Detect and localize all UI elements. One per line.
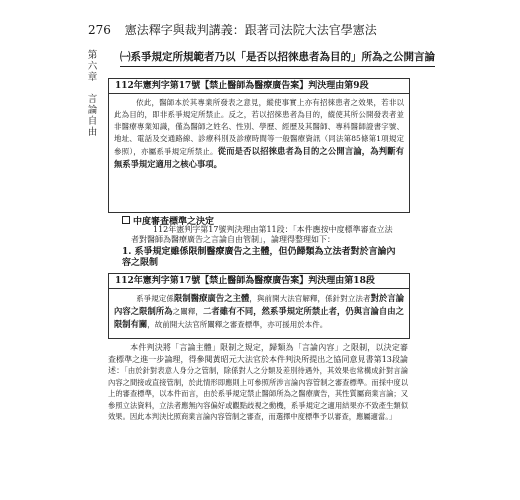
excerpt-box-2-title: 112年憲判字第17號【禁止醫師為醫療廣告案】判決理由第18段 xyxy=(109,274,409,289)
chapter-side-tab xyxy=(86,50,99,138)
section-heading: ㈠系爭規定所規範者乃以「是否以招徠患者為目的」所為之公開言論 xyxy=(120,49,435,67)
closing-paragraph xyxy=(108,342,408,423)
excerpt-box-1-body xyxy=(109,94,409,175)
subsection-intro: 112年憲判字第17號判決理由第11段：「本件應按中度標準審查立法者對醫師為醫療廣告之言論自由管制」，論理得整理如下： xyxy=(131,225,393,244)
excerpt-box-2-body: 系爭規定係限制醫療廣告之主體，與前開大法官解釋，係針對立法者對於言論內容之限制所為之闡釋，二者雖有不同，然系爭規定所禁止者，仍與言論自由之限制有關，故前開大法官所闡釋之審查標準，亦可援用於本件。 xyxy=(114,293,404,329)
excerpt-box-1 xyxy=(108,78,410,213)
side-tab-topic: 言論自由 xyxy=(87,94,98,138)
emphasis-related-to-speech: 二者雖有不同，然系爭規定所禁止者，仍與言論自由之限制有關 xyxy=(114,306,404,329)
emphasis-subject-restriction: 限制醫療廣告之主體 xyxy=(173,293,250,303)
side-tab-chapter: 第六章 xyxy=(87,50,98,83)
closing-paragraph-text: 本件判決將「言論主體」限制之規定，歸類為「言論內容」之限制，以決定審查標準之進一步論理，得參閱黃昭元大法官於本件判決所提出之協同意見書第13段論述： xyxy=(108,343,408,375)
page-number: 276 xyxy=(88,23,111,37)
book-title: 憲法釋字與裁判講義：跟著司法院大法官學憲法 xyxy=(124,23,377,37)
emphasis-content-restriction: 對於言論內容之限制所為 xyxy=(114,293,404,316)
excerpt-box-1-text: 依此，醫師本於其專業所發表之意見，縱使事實上亦有招徠患者之效果，若非以此為目的，即非系爭規定所禁止。反之，若以招徠患者為目的，縱使其所公開發表者並非醫療專業知識，僅為醫師之姓名、性別、學歷、經歷及其醫師、專科醫師證書字號、地址、電話及交通路線、診療科別及診療時間等一般醫療資訊（同法第85條第1項規定參照），亦屬系爭規定所禁止。 xyxy=(114,98,404,156)
square-bullet-icon xyxy=(122,216,130,224)
concurring-opinion-quote: 「由於針對表意人身分之管制，除係對人之分類及差別待遇外，其效果也常構成針對言論內容之間接或直接管制，於此情形即應則上可參照所涉言論內容管制之審查標準。而採中度以上的審查標準，以本件而言，由於系爭規定禁止醫師所為之醫療廣告，其性質屬商業言論；又參照立法資料，立法者應無內容偏好或觀點歧視之動機，系爭規定之適用結果亦不致產生類似效果。因此本判決比照商業言論內容管制之審查，而選擇中度標準予以審查，應屬適當。」 xyxy=(108,366,408,421)
running-header xyxy=(88,21,448,38)
excerpt-box-1-emphasis: 從而是否以招徠患者為目的之公開言論，為判斷有無系爭規定適用之核心事項。 xyxy=(114,146,404,169)
point-1-heading: 1. 系爭規定雖係限制醫療廣告之主體，但仍歸類為立法者對於言論內容之限制 xyxy=(122,247,396,268)
subsection-heading: 中度審查標準之決定 xyxy=(122,214,214,227)
excerpt-box-1-title: 112年憲判字第17號【禁止醫師為醫療廣告案】判決理由第9段 xyxy=(109,79,409,94)
excerpt-box-2 xyxy=(108,273,410,339)
